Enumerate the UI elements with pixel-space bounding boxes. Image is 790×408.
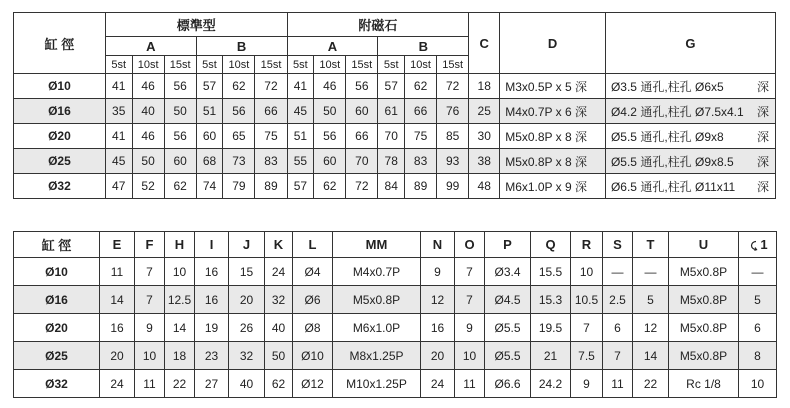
stroke-header: 10st	[132, 56, 164, 74]
value-cell: 57	[287, 174, 314, 199]
stroke-arrow-icon	[747, 240, 759, 251]
col-header: U	[669, 232, 739, 258]
value-cell: 83	[255, 149, 287, 174]
value-cell: 60	[196, 124, 223, 149]
bore-cell: Ø32	[14, 370, 100, 398]
value-cell: 7	[455, 286, 485, 314]
g-spec: Ø5.5 通孔,柱孔 Ø9x8	[610, 129, 724, 144]
bore-cell: Ø10	[14, 74, 106, 99]
d-cell: M5x0.8P x 8 深	[500, 124, 606, 149]
col-header: T	[633, 232, 669, 258]
value-cell: 9	[571, 370, 603, 398]
value-cell: 24.2	[531, 370, 571, 398]
bore-cell: Ø16	[14, 286, 100, 314]
dimension-table-1	[13, 12, 776, 199]
col-header: E	[100, 232, 135, 258]
stroke-header: 10st	[314, 56, 346, 74]
bore-cell: Ø10	[14, 258, 100, 286]
value-cell: M6x1.0P	[333, 314, 421, 342]
bore-header: 缸 徑	[14, 13, 106, 74]
value-cell: 10	[165, 258, 195, 286]
value-cell: 7	[135, 286, 165, 314]
d-cell: M5x0.8P x 8 深	[500, 149, 606, 174]
value-cell: 66	[405, 99, 437, 124]
col-header: MM	[333, 232, 421, 258]
value-cell: 56	[346, 74, 378, 99]
std-b-header: B	[196, 37, 287, 56]
value-cell: Ø3.4	[485, 258, 531, 286]
g-cell	[605, 174, 775, 199]
value-cell: 41	[105, 124, 132, 149]
stroke-header: 15st	[164, 56, 196, 74]
col-d-header: D	[500, 13, 606, 74]
bore-header: 缸 徑	[14, 232, 100, 258]
value-cell: 10	[571, 258, 603, 286]
value-cell: 14	[100, 286, 135, 314]
value-cell: Rc 1/8	[669, 370, 739, 398]
bore-cell: Ø16	[14, 99, 106, 124]
g-spec: Ø6.5 通孔,柱孔 Ø11x11	[610, 179, 736, 194]
mag-a-header: A	[287, 37, 378, 56]
col-c-header: C	[469, 13, 500, 74]
c-cell: 48	[469, 174, 500, 199]
value-cell: 60	[346, 99, 378, 124]
value-cell: 75	[255, 124, 287, 149]
value-cell: 35	[105, 99, 132, 124]
value-cell: M10x1.25P	[333, 370, 421, 398]
value-cell: 7.5	[571, 342, 603, 370]
value-cell: 24	[100, 370, 135, 398]
value-cell: 23	[195, 342, 229, 370]
value-cell: Ø4.5	[485, 286, 531, 314]
g-depth: 深	[756, 79, 769, 94]
g-depth: 深	[756, 179, 769, 194]
col-header: I	[195, 232, 229, 258]
g-cell	[605, 74, 775, 99]
std-a-header: A	[105, 37, 196, 56]
table-row	[14, 370, 777, 398]
value-cell: 16	[421, 314, 455, 342]
value-cell: 41	[287, 74, 314, 99]
value-cell: 7	[455, 258, 485, 286]
c-cell: 38	[469, 149, 500, 174]
value-cell: 68	[196, 149, 223, 174]
bore-cell: Ø25	[14, 149, 106, 174]
col-header: N	[421, 232, 455, 258]
value-cell: 89	[255, 174, 287, 199]
value-cell: 66	[255, 99, 287, 124]
value-cell: 22	[633, 370, 669, 398]
value-cell: 11	[455, 370, 485, 398]
value-cell: 62	[405, 74, 437, 99]
value-cell: 60	[314, 149, 346, 174]
value-cell: Ø4	[293, 258, 333, 286]
value-cell: Ø6.6	[485, 370, 531, 398]
bore-cell: Ø25	[14, 342, 100, 370]
value-cell: 50	[265, 342, 293, 370]
col-header: J	[229, 232, 265, 258]
value-cell: 93	[437, 149, 469, 174]
value-cell: 12.5	[165, 286, 195, 314]
value-cell: 11	[135, 370, 165, 398]
value-cell: 84	[378, 174, 405, 199]
d-cell: M4x0.7P x 6 深	[500, 99, 606, 124]
value-cell: 16	[100, 314, 135, 342]
value-cell: 56	[223, 99, 255, 124]
value-cell: Ø5.5	[485, 314, 531, 342]
value-cell: M8x1.25P	[333, 342, 421, 370]
value-cell: 40	[132, 99, 164, 124]
value-cell: 72	[255, 74, 287, 99]
value-cell: 83	[405, 149, 437, 174]
value-cell: 47	[105, 174, 132, 199]
value-cell: 79	[223, 174, 255, 199]
g-spec: Ø3.5 通孔,柱孔 Ø6x5	[610, 79, 724, 94]
value-cell: 24	[265, 258, 293, 286]
value-cell: 27	[195, 370, 229, 398]
value-cell: 20	[421, 342, 455, 370]
value-cell: 46	[314, 74, 346, 99]
value-cell: —	[603, 258, 633, 286]
value-cell: 62	[223, 74, 255, 99]
value-cell: 16	[195, 286, 229, 314]
table-row	[14, 99, 776, 124]
value-cell: 40	[229, 370, 265, 398]
g-cell	[605, 149, 775, 174]
value-cell: 9	[421, 258, 455, 286]
stroke-header: 10st	[223, 56, 255, 74]
value-cell: 20	[229, 286, 265, 314]
value-cell: 70	[346, 149, 378, 174]
value-cell: 9	[135, 314, 165, 342]
col-header: K	[265, 232, 293, 258]
value-cell: 10	[455, 342, 485, 370]
value-cell: —	[633, 258, 669, 286]
value-cell: 7	[571, 314, 603, 342]
value-cell: M5x0.8P	[669, 286, 739, 314]
value-cell: 55	[287, 149, 314, 174]
value-cell: 46	[132, 74, 164, 99]
value-cell: 56	[164, 124, 196, 149]
table-row	[14, 174, 776, 199]
value-cell: 21	[531, 342, 571, 370]
table-row	[14, 286, 777, 314]
value-cell: M5x0.8P	[669, 314, 739, 342]
c-cell: 25	[469, 99, 500, 124]
value-cell: 78	[378, 149, 405, 174]
col-header: H	[165, 232, 195, 258]
g-cell	[605, 124, 775, 149]
value-cell: 15	[229, 258, 265, 286]
value-cell: 62	[314, 174, 346, 199]
value-cell: 32	[229, 342, 265, 370]
value-cell: 76	[437, 99, 469, 124]
value-cell: 10.5	[571, 286, 603, 314]
col-header: F	[135, 232, 165, 258]
value-cell: —	[739, 258, 777, 286]
g-depth: 深	[756, 104, 769, 119]
d-cell: M3x0.5P x 5 深	[500, 74, 606, 99]
value-cell: 11	[100, 258, 135, 286]
col-header	[739, 232, 777, 258]
stroke-header: 5st	[378, 56, 405, 74]
value-cell: 7	[603, 342, 633, 370]
c-cell: 18	[469, 74, 500, 99]
value-cell: 57	[378, 74, 405, 99]
table-row	[14, 149, 776, 174]
mag-b-header: B	[378, 37, 469, 56]
value-cell: 85	[437, 124, 469, 149]
value-cell: 61	[378, 99, 405, 124]
value-cell: Ø6	[293, 286, 333, 314]
value-cell: 16	[195, 258, 229, 286]
value-cell: 56	[164, 74, 196, 99]
col-header: P	[485, 232, 531, 258]
value-cell: 24	[421, 370, 455, 398]
value-cell: Ø5.5	[485, 342, 531, 370]
value-cell: 14	[165, 314, 195, 342]
col-header-label: 1	[760, 237, 768, 252]
value-cell: 99	[437, 174, 469, 199]
magnet-type-header: 附磁石	[287, 13, 469, 37]
stroke-header: 10st	[405, 56, 437, 74]
value-cell: 45	[287, 99, 314, 124]
value-cell: 6	[739, 314, 777, 342]
value-cell: 19	[195, 314, 229, 342]
stroke-header: 5st	[196, 56, 223, 74]
value-cell: M4x0.7P	[333, 258, 421, 286]
value-cell: Ø8	[293, 314, 333, 342]
value-cell: 41	[105, 74, 132, 99]
table-row	[14, 124, 776, 149]
col-header: S	[603, 232, 633, 258]
value-cell: 56	[314, 124, 346, 149]
g-spec: Ø4.2 通孔,柱孔 Ø7.5x4.1	[610, 104, 744, 119]
col-header: Q	[531, 232, 571, 258]
value-cell: 18	[165, 342, 195, 370]
dimension-table-2	[13, 231, 777, 398]
col-header: R	[571, 232, 603, 258]
value-cell: 26	[229, 314, 265, 342]
value-cell: 2.5	[603, 286, 633, 314]
standard-type-header: 標準型	[105, 13, 287, 37]
value-cell: 5	[633, 286, 669, 314]
value-cell: 9	[455, 314, 485, 342]
value-cell: 57	[196, 74, 223, 99]
value-cell: 32	[265, 286, 293, 314]
value-cell: 45	[105, 149, 132, 174]
value-cell: 74	[196, 174, 223, 199]
value-cell: 72	[346, 174, 378, 199]
col-header: L	[293, 232, 333, 258]
value-cell: 75	[405, 124, 437, 149]
stroke-header: 5st	[105, 56, 132, 74]
value-cell: 7	[135, 258, 165, 286]
value-cell: M5x0.8P	[333, 286, 421, 314]
value-cell: 10	[739, 370, 777, 398]
table-row	[14, 74, 776, 99]
value-cell: 11	[603, 370, 633, 398]
value-cell: 12	[421, 286, 455, 314]
value-cell: Ø12	[293, 370, 333, 398]
stroke-header: 15st	[346, 56, 378, 74]
value-cell: 89	[405, 174, 437, 199]
bore-cell: Ø32	[14, 174, 106, 199]
value-cell: Ø10	[293, 342, 333, 370]
bore-cell: Ø20	[14, 314, 100, 342]
stroke-header: 15st	[437, 56, 469, 74]
value-cell: M5x0.8P	[669, 342, 739, 370]
value-cell: 6	[603, 314, 633, 342]
value-cell: 62	[164, 174, 196, 199]
value-cell: 22	[165, 370, 195, 398]
col-header: O	[455, 232, 485, 258]
value-cell: 66	[346, 124, 378, 149]
bore-cell: Ø20	[14, 124, 106, 149]
stroke-header: 15st	[255, 56, 287, 74]
g-cell	[605, 99, 775, 124]
stroke-header: 5st	[287, 56, 314, 74]
value-cell: 50	[132, 149, 164, 174]
value-cell: 65	[223, 124, 255, 149]
value-cell: M5x0.8P	[669, 258, 739, 286]
value-cell: 50	[314, 99, 346, 124]
value-cell: 10	[135, 342, 165, 370]
value-cell: 46	[132, 124, 164, 149]
value-cell: 62	[265, 370, 293, 398]
value-cell: 8	[739, 342, 777, 370]
table-row	[14, 314, 777, 342]
value-cell: 15.5	[531, 258, 571, 286]
g-depth: 深	[756, 129, 769, 144]
value-cell: 19.5	[531, 314, 571, 342]
value-cell: 52	[132, 174, 164, 199]
value-cell: 60	[164, 149, 196, 174]
value-cell: 40	[265, 314, 293, 342]
value-cell: 14	[633, 342, 669, 370]
d-cell: M6x1.0P x 9 深	[500, 174, 606, 199]
value-cell: 70	[378, 124, 405, 149]
col-g-header: G	[605, 13, 775, 74]
value-cell: 5	[739, 286, 777, 314]
table-row	[14, 258, 777, 286]
value-cell: 20	[100, 342, 135, 370]
value-cell: 15.3	[531, 286, 571, 314]
table-row	[14, 342, 777, 370]
value-cell: 50	[164, 99, 196, 124]
value-cell: 51	[287, 124, 314, 149]
value-cell: 12	[633, 314, 669, 342]
g-spec: Ø5.5 通孔,柱孔 Ø9x8.5	[610, 154, 734, 169]
g-depth: 深	[756, 154, 769, 169]
c-cell: 30	[469, 124, 500, 149]
value-cell: 73	[223, 149, 255, 174]
value-cell: 72	[437, 74, 469, 99]
value-cell: 51	[196, 99, 223, 124]
